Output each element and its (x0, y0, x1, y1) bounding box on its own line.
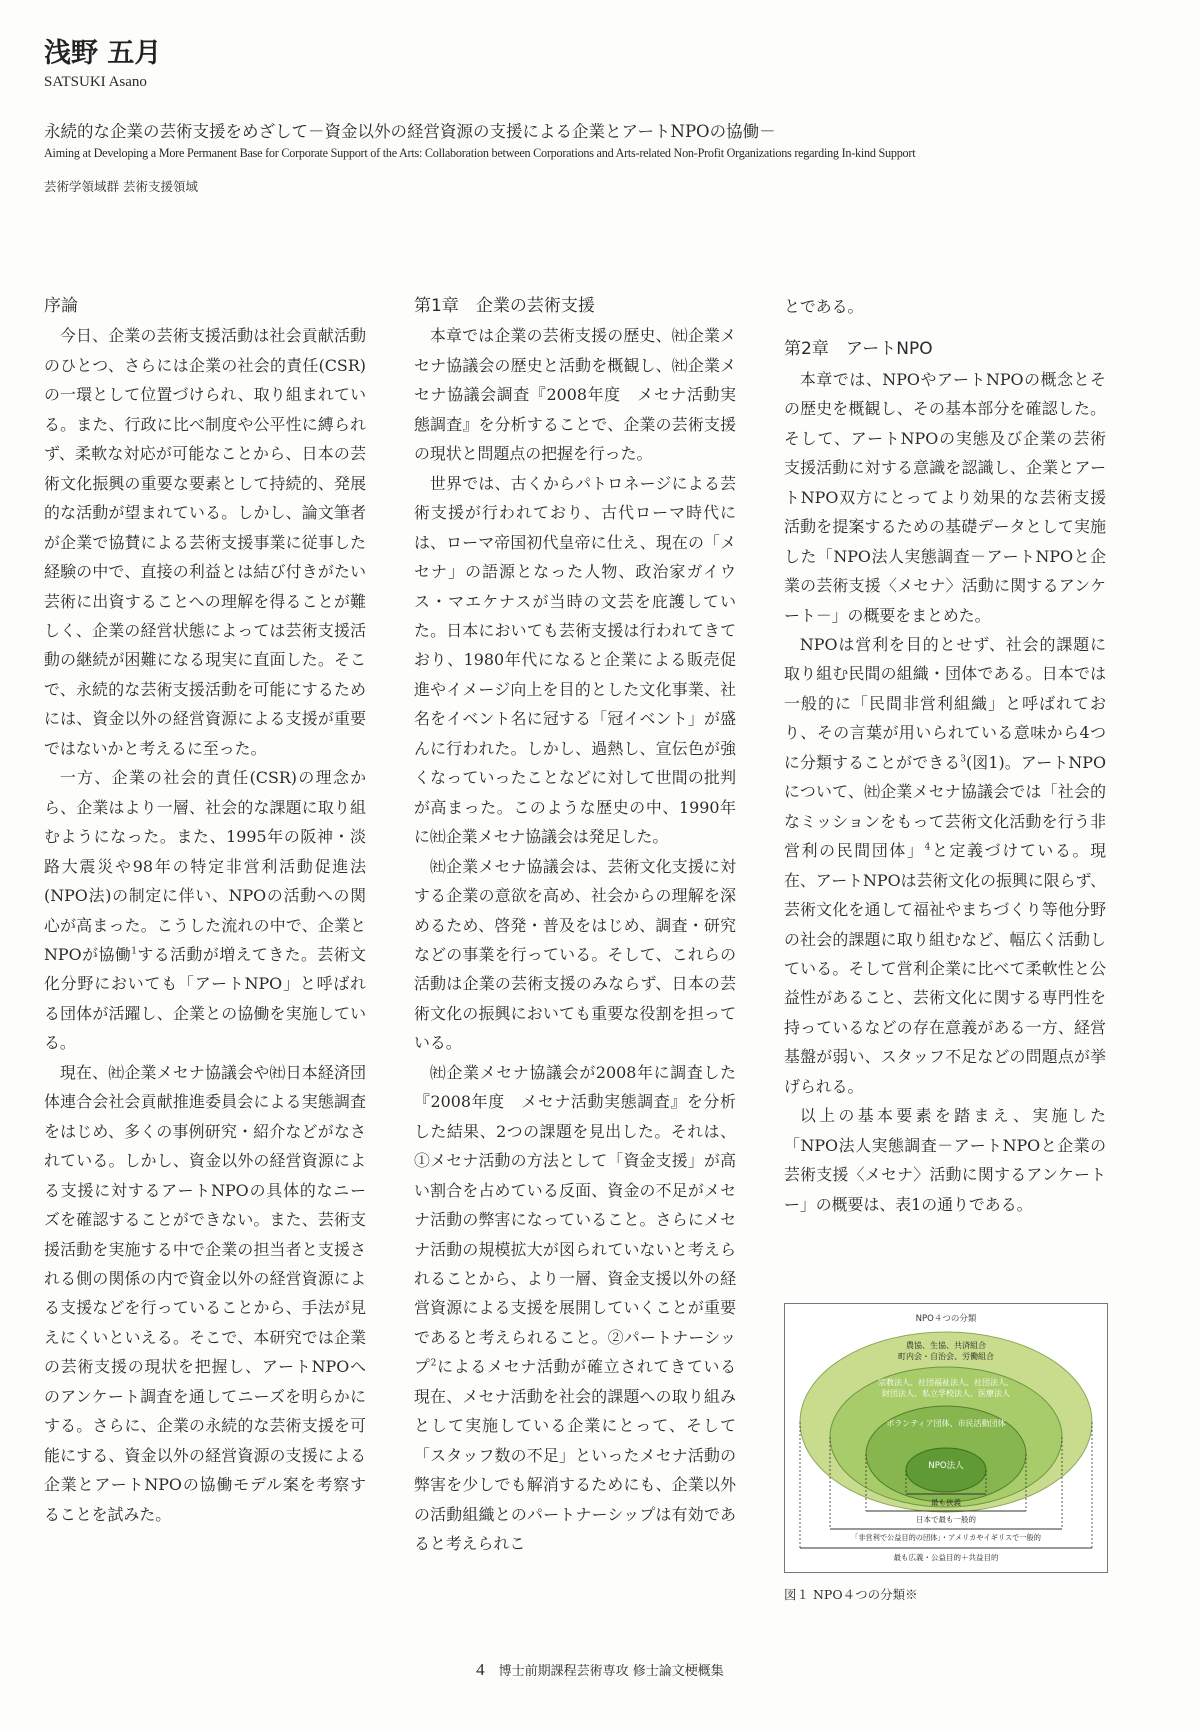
npo-diagram (785, 1304, 1107, 1572)
paragraph: 今日、企業の芸術支援活動は社会貢献活動のひとつ、さらには企業の社会的責任(CSR)の一環として位置づけられ、取り組まれている。また、行政に比べ制度や公平性に縛られず、柔軟な対応が可能なことから、日本の芸術文化振興の重要な要素として持続的、発展的な活動が望まれている。しかし、論文筆者が企業で協賛による芸術支援事業に従事した経験の中で、直接の利益とは結び付きがたい芸術に出資することへの理解を得ることが難しく、企業の経営状態によっては芸術支援活動の継続が困難になる現実に直面した。そこで、永続的な芸術支援活動を可能にするためには、資金以外の経営資源による支援が重要ではないかと考えるに至った。 (44, 326, 366, 758)
footnote-ref: 2 (430, 1359, 437, 1370)
paragraph: 本章では、NPOやアートNPOの概念とその歴史を概観し、その基本部分を確認した。そして、アートNPOの実態及び企業の芸術支援活動に対する意識を認識し、企業とアートNPO双方にとってより効果的な芸術支援活動を提案するための基礎データとして実施した「NPO法人実態調査－アートNPOと企業の芸術支援〈メセナ〉活動に関するアンケート－」の概要をまとめた。 (784, 369, 1106, 625)
paragraph: NPOは営利を目的とせず、社会的課題に取り組む民間の組織・団体である。日本では一般的に「民間非営利組織」と呼ばれており、その言葉が用いられている意味から4つに分類することができる$^3$(図1)。アートNPOについて、㈳企業メセナ協議会では「社会的なミッションをもって芸術文化活動を行う非営利の民間団体」$^4$と定義づけている。現在、アートNPOは芸術文化の振興に限らず、芸術文化を通して福祉やまちづくり等他分野の社会的課題に取り組むなど、幅広く活動している。そして営利企業に比べて柔軟性と公益性があること、芸術文化に関する専門性を持っているなどの存在意義がある一方、経営基盤が弱い、スタッフ不足などの問題点が挙げられる。 (784, 634, 1107, 1096)
range-label-narrowest: 最も狭義 (931, 1498, 961, 1507)
paragraph: 現在、㈳企業メセナ協議会や㈳日本経済団体連合会社会貢献推進委員会による実態調査をはじめ、多くの事例研究・紹介などがなされている。しかし、資金以外の経営資源による支援に対するアートNPOの具体的なニーズを確認することができない。また、芸術支援活動を実施する中で企業の担当者と支援される側の関係の内で資金以外の経営資源による支援などを行っていることから、手法が見えにくいといえる。そこで、本研究では企業の芸術支援の現状を把握し、アートNPOへのアンケート調査を通してニーズを明らかにする。さらに、企業の永続的な芸術支援を可能にする、資金以外の経営資源の支援による企業とアートNPOの協働モデル案を考察することを試みた。 (44, 1062, 366, 1524)
author-name-en: SATSUKI Asano (44, 74, 147, 90)
paragraph: 一方、企業の社会的責任(CSR)の理念から、企業はより一層、社会的な課題に取り組むようになった。また、1995年の阪神・淡路大震災や98年の特定非営利活動促進法(NPO法)の制定に伴い、NPOの活動への関心が高まった。こうした流れの中で、企業とNPOが協働$^1$する活動が増えてきた。芸術文化分野においても「アートNPO」と呼ばれる団体が活躍し、企業との協働を実施している。 (44, 768, 367, 1053)
footnote-ref: 1 (131, 946, 137, 957)
figure-caption: 図１ NPO４つの分類※ (784, 1587, 918, 1602)
department: 芸術学領域群 芸術支援領域 (44, 179, 198, 194)
footnote-ref: 4 (924, 842, 931, 853)
layer4-label: NPO法人 (928, 1461, 964, 1471)
paragraph: 本章では企業の芸術支援の歴史、㈳企業メセナ協議会の歴史と活動を概観し、㈳企業メセナ協議会調査『2008年度 メセナ活動実態調査』を分析することで、企業の芸術支援の現状と問題点の把握を行った。 (414, 326, 736, 464)
range-label-us-uk: 「非営利で公益目的の団体」・アメリカやイギリスで一般的 (851, 1533, 1041, 1542)
paper-title-en: Aiming at Developing a More Permanent Base for Corporate Support of the Arts: Collaboration between Corporations and Arts-related Non-Profit Organizations regarding In-kind Support (44, 146, 916, 160)
paragraph: とである。 (784, 297, 864, 316)
range-label-broadest: 最も広義・公益目的＋共益目的 (893, 1553, 999, 1562)
paragraph: 以上の基本要素を踏まえ、実施した「NPO法人実態調査－アートNPOと企業の芸術支援〈メセナ〉活動に関するアンケートー」の概要は、表1の通りである。 (784, 1106, 1106, 1214)
layer1-label-1: 農協、生協、共済組合 (906, 1341, 986, 1350)
section-heading-intro: 序論 (44, 296, 78, 316)
paper-title-ja: 永続的な企業の芸術支援をめざして－資金以外の経営資源の支援による企業とアートNPOの協働－ (44, 122, 776, 141)
column-2 (414, 292, 736, 1558)
page-footer (0, 1660, 1200, 1680)
figure-npo-classification (784, 1303, 1108, 1573)
footer-text: 博士前期課程芸術専攻 修士論文梗概集 (498, 1664, 724, 1679)
column-3 (784, 292, 1106, 1219)
header (44, 36, 1164, 196)
layer1-label-2: 町内会・自治会、労働組合 (898, 1352, 994, 1361)
layer2-label-2: 財団法人、私立学校法人、医療法人 (882, 1389, 1010, 1398)
layer3-label: ボランティア団体、市民活動団体 (886, 1419, 1006, 1428)
figure-title: NPO４つの分類 (915, 1314, 977, 1324)
footnote-ref: 3 (960, 754, 966, 765)
section-heading-chapter-1: 第1章 企業の芸術支援 (414, 296, 595, 316)
section-heading-chapter-2: 第2章 アートNPO (784, 339, 933, 360)
author-name-ja: 浅野 五月 (44, 38, 162, 69)
paragraph: ㈳企業メセナ協議会が2008年に調査した『2008年度 メセナ活動実態調査』を分析した結果、2つの課題を見出した。それは、①メセナ活動の方法として「資金支援」が高い割合を占めている反面、資金の不足がメセナ活動の弊害になっていること。さらにメセナ活動の規模拡大が図られていないと考えられることから、より一層、資金支援以外の経営資源による支援を展開していくことが重要であると考えられること。②パートナーシップ$^2$によるメセナ活動が確立されてきている現在、メセナ活動を社会的課題への取り組みとして実施している企業にとって、そして「スタッフ数の不足」といったメセナ活動の弊害を少しでも解消するためにも、企業以外の活動組織とのパートナーシップは有効であると考えられこ (414, 1062, 737, 1554)
paragraph: 世界では、古くからパトロネージによる芸術支援が行われており、古代ローマ時代には、ローマ帝国初代皇帝に仕え、現在の「メセナ」の語源となった人物、政治家ガイウス・マエケナスが当時の文芸を庇護していた。日本においても芸術支援は行われてきており、1980年代になると企業による販売促進やイメージ向上を目的とした文化事業、社名をイベント名に冠する「冠イベント」が盛んに行われた。しかし、過熱し、宣伝色が強くなっていったことなどに対して世間の批判が高まった。このような歴史の中、1990年に㈳企業メセナ協議会は発足した。 (414, 473, 736, 847)
column-1 (44, 292, 366, 1529)
range-label-common-japan: 日本で最も一般的 (916, 1515, 976, 1524)
layer2-label-1: 宗教法人、社団福祉法人、社団法人、 (878, 1378, 1014, 1387)
page-number: 4 (476, 1660, 485, 1679)
paragraph: ㈳企業メセナ協議会は、芸術文化支援に対する企業の意欲を高め、社会からの理解を深めるため、啓発・普及をはじめ、調査・研究などの事業を行っている。そして、これらの活動は企業の芸術支援のみならず、日本の芸術文化の振興においても重要な役割を担っている。 (414, 856, 736, 1053)
